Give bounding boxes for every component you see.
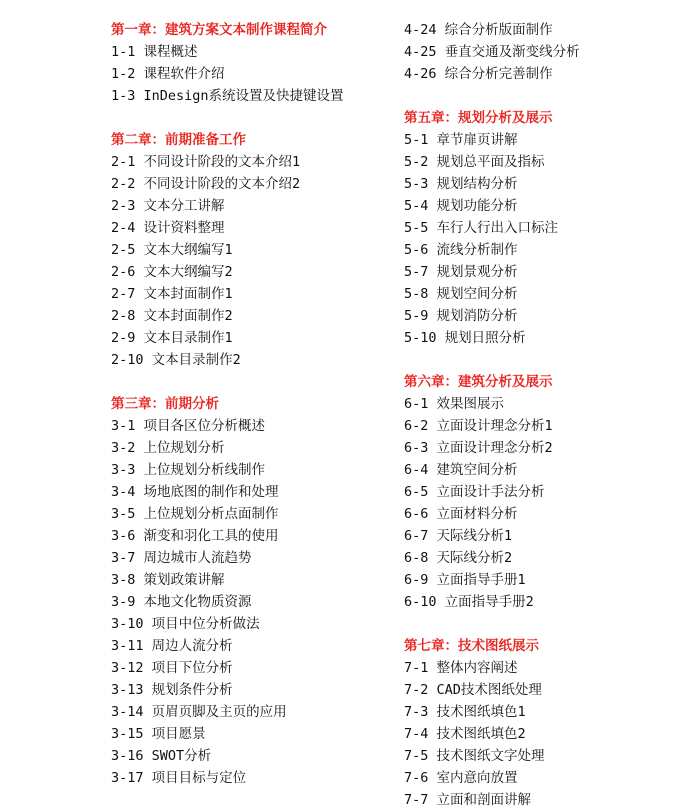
spacer	[111, 371, 344, 393]
lesson-item: 3-9 本地文化物质资源	[111, 594, 252, 610]
lesson-item: 3-2 上位规划分析	[111, 440, 225, 456]
spacer	[404, 85, 580, 107]
lesson-item: 1-3 InDesign系统设置及快捷键设置	[111, 88, 344, 104]
lesson-item: 2-2 不同设计阶段的文本介绍2	[111, 176, 301, 192]
lesson-item: 4-25 垂直交通及渐变线分析	[404, 44, 580, 60]
lesson-item: 1-2 课程软件介绍	[111, 66, 225, 82]
lesson-item: 3-8 策划政策讲解	[111, 572, 225, 588]
lesson-item: 2-3 文本分工讲解	[111, 198, 225, 214]
toc-column-right	[404, 19, 580, 811]
lesson-item: 7-7 立面和剖面讲解	[404, 792, 532, 808]
lesson-item: 3-12 项目下位分析	[111, 660, 233, 676]
lesson-item: 2-10 文本目录制作2	[111, 352, 241, 368]
lesson-item: 5-10 规划日照分析	[404, 330, 526, 346]
lesson-item: 7-1 整体内容阐述	[404, 660, 518, 676]
lesson-item: 5-5 车行人行出入口标注	[404, 220, 559, 236]
lesson-item: 5-8 规划空间分析	[404, 286, 518, 302]
lesson-item: 2-6 文本大纲编写2	[111, 264, 233, 280]
chapter-heading: 第三章：前期分析	[111, 396, 219, 412]
lesson-item: 2-7 文本封面制作1	[111, 286, 233, 302]
toc-column-left	[111, 19, 344, 789]
lesson-item: 7-2 CAD技术图纸处理	[404, 682, 542, 698]
lesson-item: 1-1 课程概述	[111, 44, 198, 60]
lesson-item: 2-4 设计资料整理	[111, 220, 225, 236]
lesson-item: 5-1 章节扉页讲解	[404, 132, 518, 148]
lesson-item: 3-1 项目各区位分析概述	[111, 418, 266, 434]
chapter-heading: 第二章：前期准备工作	[111, 132, 246, 148]
lesson-item: 3-3 上位规划分析线制作	[111, 462, 266, 478]
lesson-item: 7-6 室内意向放置	[404, 770, 518, 786]
lesson-item: 4-24 综合分析版面制作	[404, 22, 553, 38]
lesson-item: 3-11 周边人流分析	[111, 638, 233, 654]
lesson-item: 5-7 规划景观分析	[404, 264, 518, 280]
lesson-item: 6-6 立面材料分析	[404, 506, 518, 522]
lesson-item: 5-2 规划总平面及指标	[404, 154, 545, 170]
lesson-item: 3-5 上位规划分析点面制作	[111, 506, 279, 522]
chapter-heading: 第五章：规划分析及展示	[404, 110, 553, 126]
lesson-item: 3-10 项目中位分析做法	[111, 616, 260, 632]
spacer	[404, 349, 580, 371]
lesson-item: 3-13 规划条件分析	[111, 682, 233, 698]
spacer	[404, 613, 580, 635]
lesson-item: 6-10 立面指导手册2	[404, 594, 534, 610]
lesson-item: 4-26 综合分析完善制作	[404, 66, 553, 82]
lesson-item: 7-4 技术图纸填色2	[404, 726, 526, 742]
lesson-item: 5-3 规划结构分析	[404, 176, 518, 192]
lesson-item: 2-8 文本封面制作2	[111, 308, 233, 324]
lesson-item: 6-3 立面设计理念分析2	[404, 440, 553, 456]
lesson-item: 3-6 渐变和羽化工具的使用	[111, 528, 279, 544]
lesson-item: 3-15 项目愿景	[111, 726, 206, 742]
lesson-item: 6-7 天际线分析1	[404, 528, 513, 544]
lesson-item: 6-8 天际线分析2	[404, 550, 513, 566]
lesson-item: 7-3 技术图纸填色1	[404, 704, 526, 720]
lesson-item: 6-4 建筑空间分析	[404, 462, 518, 478]
lesson-item: 6-2 立面设计理念分析1	[404, 418, 553, 434]
lesson-item: 3-14 页眉页脚及主页的应用	[111, 704, 287, 720]
lesson-item: 3-16 SWOT分析	[111, 748, 212, 764]
lesson-item: 2-9 文本目录制作1	[111, 330, 233, 346]
lesson-item: 3-4 场地底图的制作和处理	[111, 484, 279, 500]
chapter-heading: 第七章：技术图纸展示	[404, 638, 539, 654]
lesson-item: 2-1 不同设计阶段的文本介绍1	[111, 154, 301, 170]
lesson-item: 5-4 规划功能分析	[404, 198, 518, 214]
lesson-item: 5-9 规划消防分析	[404, 308, 518, 324]
lesson-item: 6-1 效果图展示	[404, 396, 505, 412]
lesson-item: 2-5 文本大纲编写1	[111, 242, 233, 258]
lesson-item: 5-6 流线分析制作	[404, 242, 518, 258]
chapter-heading: 第一章：建筑方案文本制作课程简介	[111, 22, 327, 38]
lesson-item: 3-7 周边城市人流趋势	[111, 550, 252, 566]
spacer	[111, 107, 344, 129]
lesson-item: 6-9 立面指导手册1	[404, 572, 526, 588]
lesson-item: 6-5 立面设计手法分析	[404, 484, 545, 500]
chapter-heading: 第六章：建筑分析及展示	[404, 374, 553, 390]
lesson-item: 3-17 项目目标与定位	[111, 770, 247, 786]
lesson-item: 7-5 技术图纸文字处理	[404, 748, 545, 764]
